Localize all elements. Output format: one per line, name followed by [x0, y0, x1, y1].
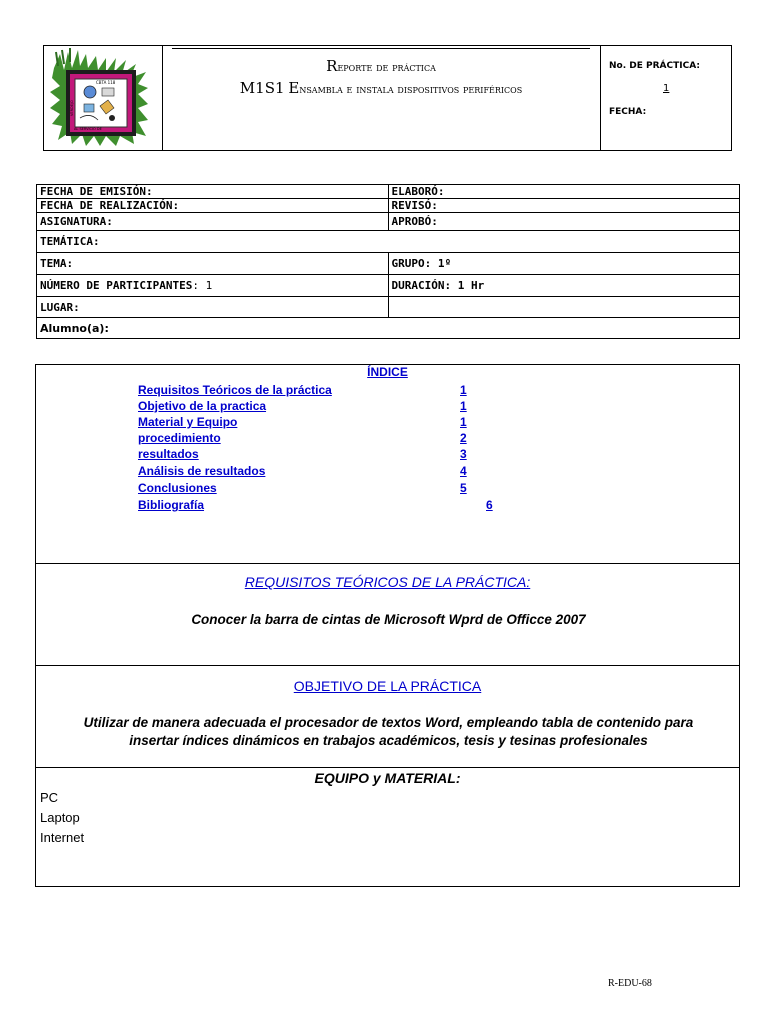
- title-initial: R: [326, 57, 338, 75]
- equipo-item-internet: Internet: [40, 830, 85, 845]
- title-cell: [162, 46, 601, 150]
- grupo-cell: [388, 253, 739, 275]
- title-rest: eporte de práctica: [337, 60, 436, 74]
- equipo-heading: EQUIPO y MATERIAL:: [314, 770, 461, 786]
- alumno-label: Alumno(a):: [40, 321, 109, 335]
- table-row: [37, 213, 740, 231]
- title-topline: [172, 48, 590, 49]
- date-label: FECHA:: [609, 107, 647, 117]
- index-link-requisitos[interactable]: Requisitos Teóricos de la práctica: [138, 383, 332, 397]
- index-page-analisis[interactable]: 4: [460, 464, 467, 478]
- elaboro-label: ELABORÓ:: [391, 185, 445, 198]
- requisitos-body: Conocer la barra de cintas de Microsoft Wprd de Officce 2007: [191, 612, 586, 627]
- index-link-conclusiones[interactable]: Conclusiones: [138, 481, 217, 495]
- report-subtitle: [162, 79, 600, 97]
- table-row: [37, 297, 740, 318]
- tematica-cell: [37, 231, 740, 253]
- index-link-material[interactable]: Material y Equipo: [138, 415, 238, 429]
- objetivo-body-line2: insertar índices dinámicos en trabajos académicos, tesis y tesinas profesionales: [129, 733, 648, 748]
- index-page-procedimiento[interactable]: 2: [460, 431, 467, 445]
- logo-text-bottom: AL SERVICIO DE: [74, 127, 102, 131]
- fecha-realizacion-label: FECHA DE REALIZACIÓN:: [40, 199, 180, 212]
- index-link-analisis[interactable]: Análisis de resultados: [138, 464, 266, 478]
- tema-cell: [37, 253, 389, 275]
- index-page-objetivo[interactable]: 1: [460, 399, 467, 413]
- index-page-requisitos[interactable]: 1: [460, 383, 467, 397]
- index-page-conclusiones[interactable]: 5: [460, 481, 467, 495]
- content-box: [35, 364, 740, 887]
- duracion-cell: [388, 275, 739, 297]
- table-row: [37, 253, 740, 275]
- index-link-objetivo[interactable]: Objetivo de la practica: [138, 399, 267, 413]
- reviso-cell: [388, 199, 739, 213]
- index-page-resultados[interactable]: 3: [460, 447, 467, 461]
- index-page-material[interactable]: 1: [460, 415, 467, 429]
- tematica-label: TEMÁTICA:: [40, 235, 100, 248]
- lugar-label: LUGAR:: [40, 300, 80, 314]
- report-title: [162, 57, 600, 75]
- table-row: [37, 318, 740, 339]
- asignatura-label: ASIGNATURA:: [40, 215, 113, 228]
- duracion-label: DURACIÓN: 1 Hr: [391, 279, 485, 292]
- requisitos-heading: REQUISITOS TEÓRICOS DE LA PRÁCTICA:: [244, 574, 531, 590]
- logo-cell: [44, 46, 163, 150]
- logo-text-top: CBTA 118: [96, 80, 116, 85]
- asignatura-cell: [37, 213, 389, 231]
- elaboro-cell: [388, 185, 739, 199]
- index-page-bibliografia[interactable]: 6: [486, 498, 493, 512]
- index-title[interactable]: ÍNDICE: [367, 365, 408, 379]
- practice-number-value: 1: [663, 83, 670, 94]
- logo-text-left: VERDEJO: [70, 100, 74, 116]
- table-row: [37, 185, 740, 199]
- requisitos-section: [36, 564, 739, 666]
- objetivo-section: [36, 666, 739, 768]
- participantes-label: NÚMERO DE PARTICIPANTES: [40, 279, 193, 292]
- participantes-cell: [37, 275, 389, 297]
- subtitle-initial: E: [288, 79, 300, 97]
- table-row: [37, 275, 740, 297]
- objetivo-heading: OBJETIVO DE LA PRÁCTICA: [293, 678, 482, 694]
- index-link-resultados[interactable]: resultados: [138, 447, 199, 461]
- index-link-procedimiento[interactable]: procedimiento: [138, 431, 221, 445]
- school-logo-icon: [50, 48, 154, 148]
- practice-info-cell: [601, 46, 732, 150]
- tema-label: TEMA:: [40, 257, 74, 270]
- info-table: [36, 184, 740, 339]
- lugar-empty-cell: [388, 297, 739, 318]
- lugar-cell: [37, 297, 389, 318]
- grupo-label: GRUPO: 1º: [391, 257, 452, 270]
- report-header: [43, 45, 732, 151]
- table-row: [37, 199, 740, 213]
- index-section: [36, 365, 739, 564]
- reviso-label: REVISÓ:: [391, 199, 438, 212]
- subtitle-rest: nsambla e instala dispositivos periféricos: [299, 82, 523, 96]
- aprobo-label: APROBÓ:: [391, 215, 438, 228]
- equipo-item-pc: PC: [40, 790, 59, 805]
- fecha-emision-cell: [37, 185, 389, 199]
- equipo-item-laptop: Laptop: [40, 810, 80, 825]
- alumno-cell: [37, 318, 740, 339]
- aprobo-cell: [388, 213, 739, 231]
- objetivo-body-line1: Utilizar de manera adecuada el procesador de textos Word, empleando tabla de contenido para: [83, 715, 694, 730]
- practice-number-label: No. DE PRÁCTICA:: [609, 61, 700, 71]
- equipo-section: [36, 768, 739, 886]
- table-row: [37, 231, 740, 253]
- fecha-emision-label: FECHA DE EMISIÓN:: [40, 185, 153, 198]
- fecha-realizacion-cell: [37, 199, 389, 213]
- participantes-value: : 1: [192, 279, 213, 292]
- index-link-bibliografia[interactable]: Bibliografía: [138, 498, 205, 512]
- subtitle-code: M1S1: [239, 79, 285, 97]
- document-code: R-EDU-68: [608, 978, 652, 989]
